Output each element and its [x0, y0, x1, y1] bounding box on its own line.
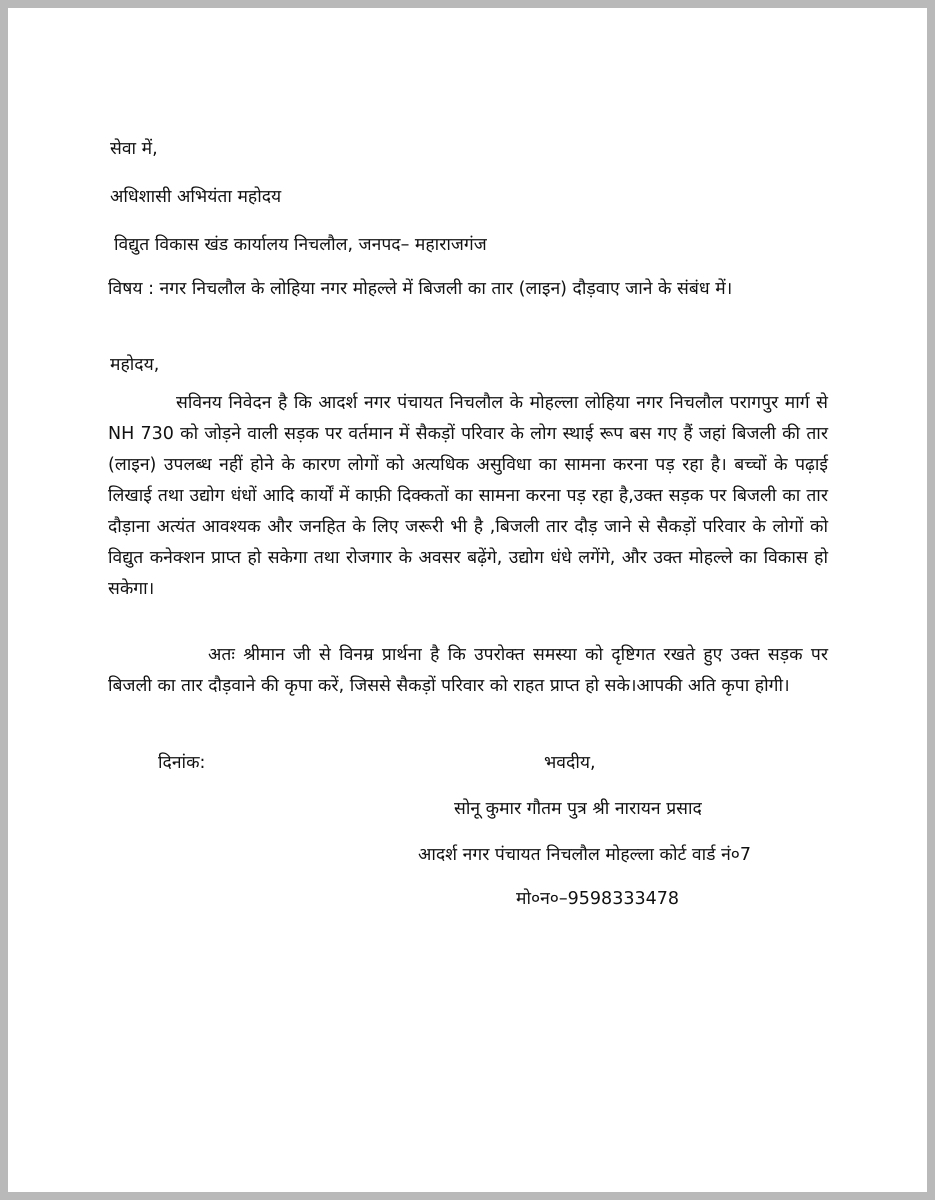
greeting: महोदय,: [110, 355, 160, 375]
sender-name: सोनू कुमार गौतम पुत्र श्री नारायन प्रसाद: [454, 799, 702, 819]
letter-page: [8, 8, 927, 1192]
recipient-title: अधिशासी अभियंता महोदय: [110, 187, 282, 207]
sender-mobile: मो०न०–9598333478: [516, 889, 680, 909]
closing: भवदीय,: [544, 753, 596, 773]
recipient-office: विद्युत विकास खंड कार्यालय निचलौल, जनपद– महाराजगंज: [114, 235, 487, 255]
salutation-to: सेवा में,: [110, 139, 158, 159]
body-paragraph-1: सविनय निवेदन है कि आदर्श नगर पंचायत निचलौल के मोहल्ला लोहिया नगर निचलौल परागपुर मार्ग से NH 730 को जोड़ने वाली सड़क पर वर्तमान में सैकड़ों परिवार के लोग स्थाई रूप बस गए हैं जहां बिजली की तार (लाइन) उपलब्ध नहीं होने के कारण लोगों को अत्यधिक असुविधा का सामना करना पड़ रहा है। बच्चों के पढ़ाई लिखाई तथा उद्योग धंधों आदि कार्यों में काफ़ी दिक्कतों का सामना करना पड़ रहा है,उक्त सड़क पर बिजली का तार दौड़ाना अत्यंत आवश्यक और जनहित के लिए जरूरी भी है ,बिजली तार दौड़ जाने से सैकड़ों परिवार के लोगों को विद्युत कनेक्शन प्राप्त हो सकेगा तथा रोजगार के अवसर बढ़ेंगे, उद्योग धंधे लगेंगे, और उक्त मोहल्ले का विकास हो सकेगा।: [108, 393, 828, 599]
subject-line: विषय : नगर निचलौल के लोहिया नगर मोहल्ले में बिजली का तार (लाइन) दौड़वाए जाने के संबंध में।: [108, 279, 733, 299]
body-paragraph-2: अतः श्रीमान जी से विनम्र प्रार्थना है कि उपरोक्त समस्या को दृष्टिगत रखते हुए उक्त सड़क पर बिजली का तार दौड़वाने की कृपा करें, जिससे सैकड़ों परिवार को राहत प्राप्त हो सके।आपकी अति कृपा होगी।: [108, 645, 828, 696]
sender-address: आदर्श नगर पंचायत निचलौल मोहल्ला कोर्ट वार्ड नं०7: [418, 845, 752, 865]
date-label: दिनांक:: [158, 753, 206, 773]
